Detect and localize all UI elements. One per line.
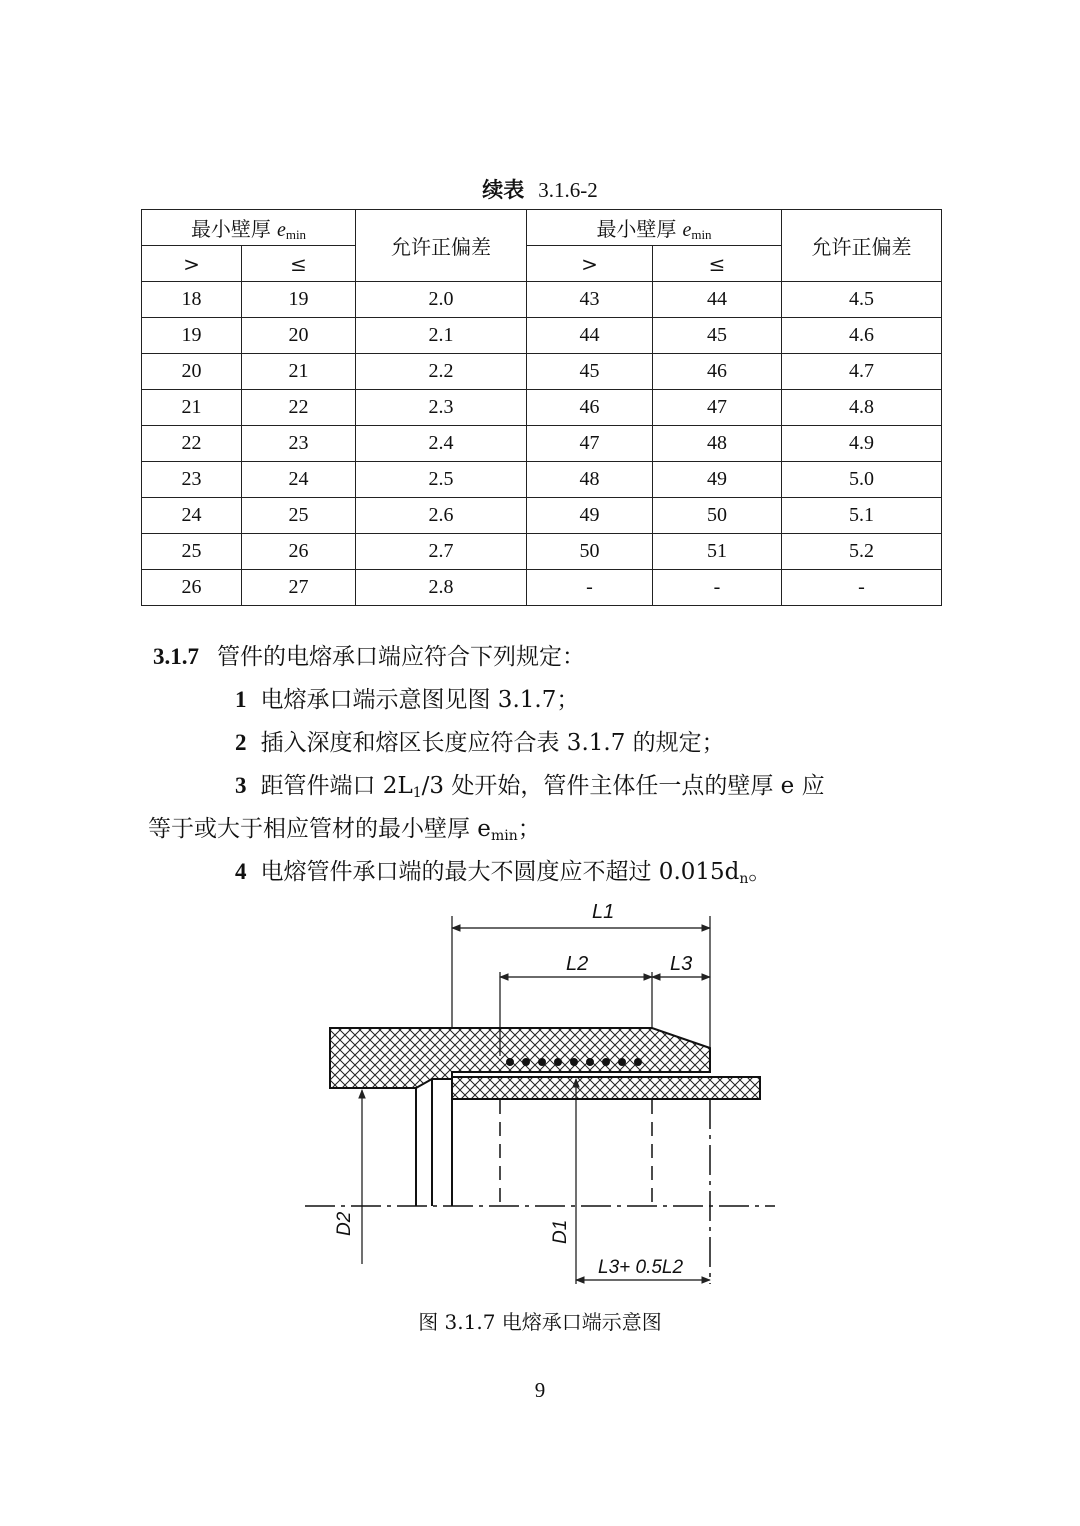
header-min-wall-right: 最小壁厚 emin <box>527 210 782 246</box>
section-intro: 管件的电熔承口端应符合下列规定： <box>217 644 585 670</box>
header-min-wall-left: 最小壁厚 emin <box>142 210 356 246</box>
header-le-left: ≤ <box>242 246 356 282</box>
header-tolerance-right: 允许正偏差 <box>782 210 942 282</box>
header-tolerance-left: 允许正偏差 <box>356 210 527 282</box>
table-row: 20 21 2.2 45 46 4.7 <box>142 354 942 390</box>
label-L3: L3 <box>670 953 693 975</box>
page-number: 9 <box>534 1378 546 1402</box>
label-L2: L2 <box>566 953 589 975</box>
table-caption <box>0 174 1080 204</box>
tolerance-table <box>141 209 942 606</box>
table-caption-label: 续表 <box>482 177 525 202</box>
table-caption-number: 3.1.6-2 <box>538 178 598 202</box>
label-D2: D2 <box>334 1211 355 1236</box>
list-item: 1 电熔承口端示意图见图 3.1.7； <box>235 687 580 713</box>
electrofusion-socket-diagram <box>0 880 1080 1300</box>
table-row: 19 20 2.1 44 45 4.6 <box>142 318 942 354</box>
table-row: 24 25 2.6 49 50 5.1 <box>142 498 942 534</box>
list-item-continuation: 等于或大于相应管材的最小壁厚 $e_{min}$； <box>148 816 541 844</box>
figure-caption: 图 3.1.7 电熔承口端示意图 <box>418 1310 662 1334</box>
table-row: 23 24 2.5 48 49 5.0 <box>142 462 942 498</box>
list-item: 4 电熔管件承口端的最大不圆度应不超过 $0.015d_n$。 <box>235 859 772 887</box>
table-row: 18 19 2.0 43 44 4.5 <box>142 282 942 318</box>
table-row: 21 22 2.3 46 47 4.8 <box>142 390 942 426</box>
section-number: 3.1.7 <box>153 644 199 669</box>
label-D1: D1 <box>550 1219 571 1244</box>
table-row: 26 27 2.8 - - - <box>142 570 942 606</box>
header-le-right: ≤ <box>653 246 782 282</box>
label-L1: L1 <box>592 901 615 923</box>
table-row: 22 23 2.4 47 48 4.9 <box>142 426 942 462</box>
table-row: 25 26 2.7 50 51 5.2 <box>142 534 942 570</box>
list-item: 2 插入深度和熔区长度应符合表 3.1.7 的规定； <box>235 730 725 756</box>
label-L3-plus-half-L2: L3+ 0.5L2 <box>598 1257 684 1278</box>
header-gt-left: > <box>142 246 242 282</box>
pipe-wall <box>452 1077 760 1099</box>
header-gt-right: > <box>527 246 653 282</box>
list-item: 3 距管件端口 $2L_1/3$ 处开始，管件主体任一点的壁厚 e 应 <box>235 773 825 801</box>
heating-wire-coils <box>506 1058 642 1066</box>
section-heading <box>153 638 585 671</box>
